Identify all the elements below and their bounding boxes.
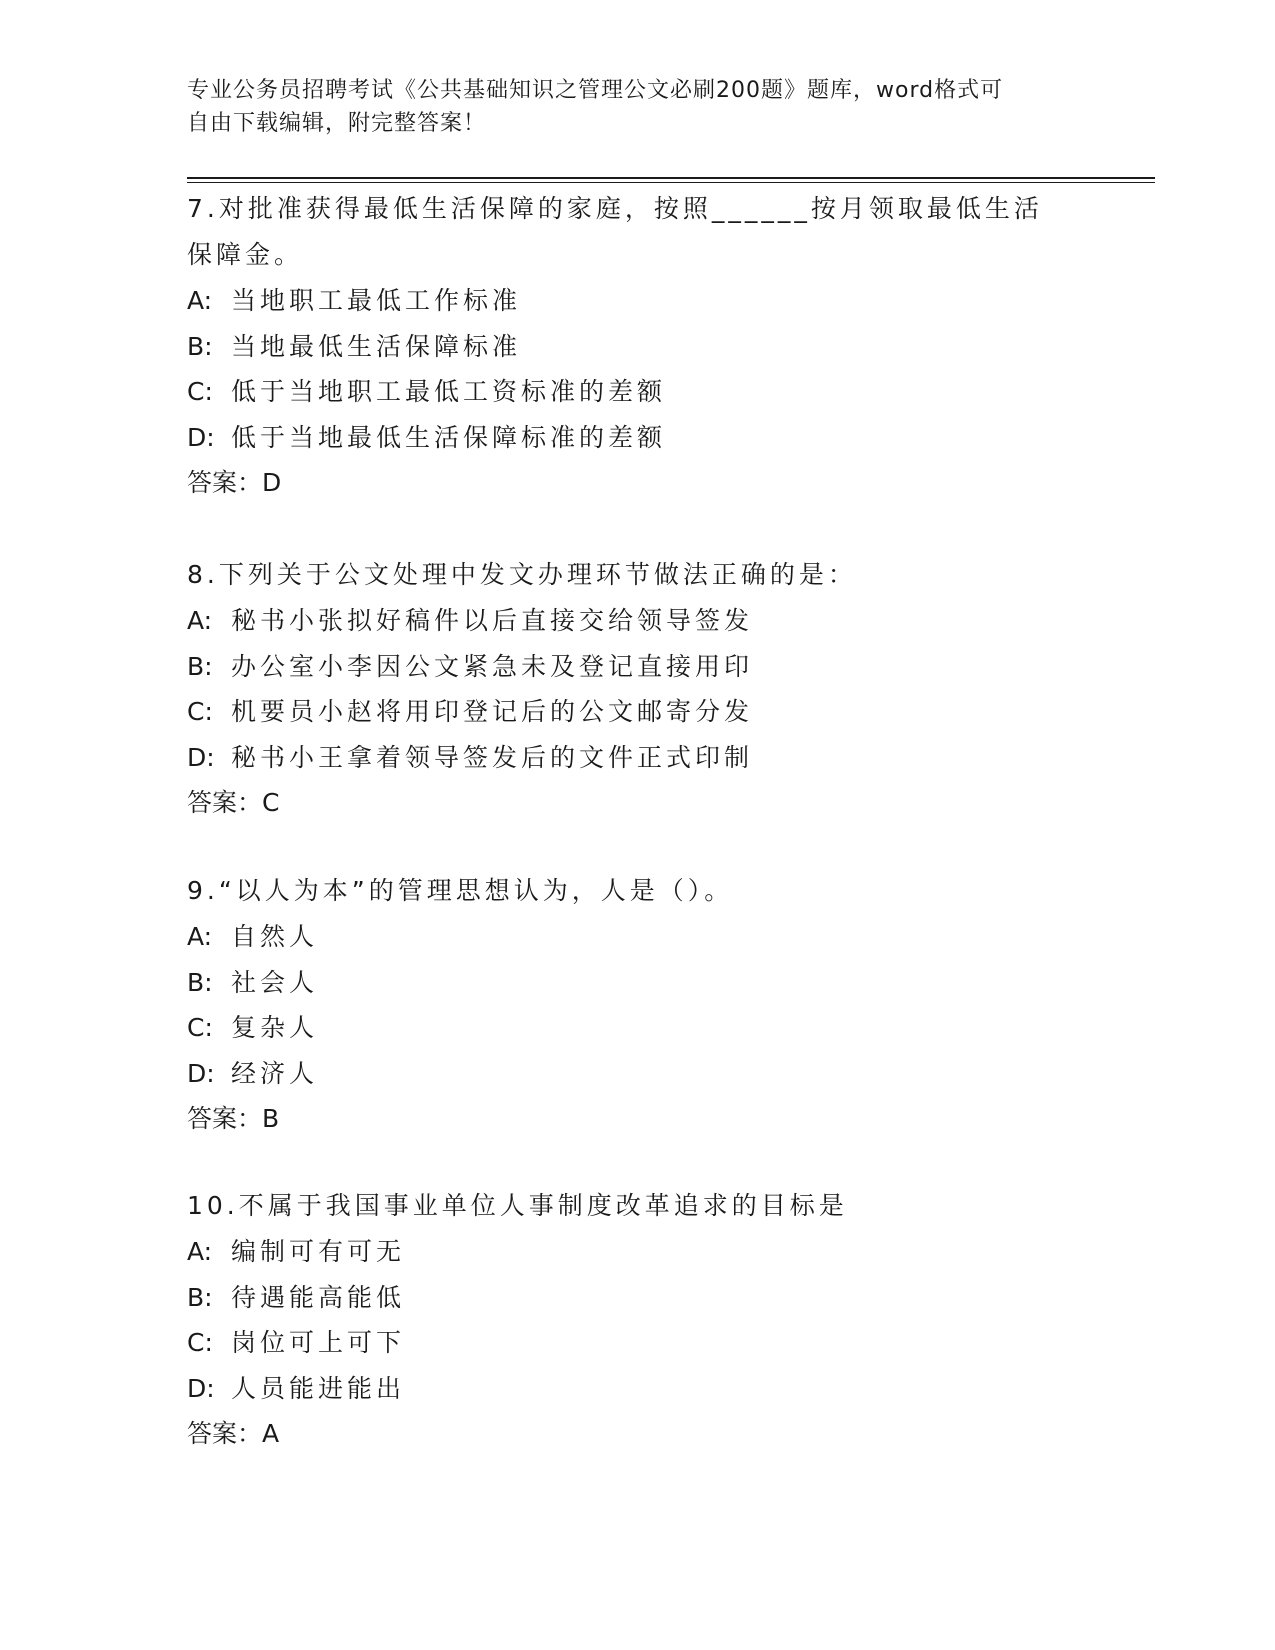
option-text: 经济人 [231,1058,319,1088]
question-stem: 7.对批准获得最低生活保障的家庭，按照______按月领取最低生活保障金。 [187,194,1043,269]
option-a [187,1229,1067,1275]
answer: 答案：B [187,1104,280,1133]
option-letter: D: [187,1058,215,1088]
option-text: 社会人 [231,967,319,997]
option-letter: A: [187,922,213,951]
option-text: 秘书小王拿着领导签发后的文件正式印制 [231,742,754,772]
option-letter: C: [187,377,213,406]
option-d [187,415,1067,461]
option-letter: D: [187,1373,215,1403]
option-letter: A: [187,286,213,315]
header-divider-thick [187,177,1155,179]
answer: 答案：C [187,788,280,817]
option-text: 机要员小赵将用印登记后的公文邮寄分发 [231,697,754,726]
option-text: 低于当地职工最低工资标准的差额 [231,377,667,406]
option-text: 编制可有可无 [231,1237,406,1266]
answer: 答案：D [187,468,282,497]
option-b [187,324,1067,370]
option-d [187,1366,1067,1412]
option-text: 秘书小张拟好稿件以后直接交给领导签发 [231,606,754,635]
question-8 [187,552,1067,825]
option-c [187,689,1067,735]
option-letter: D: [187,422,215,452]
question-stem: 9.“以人为本”的管理思想认为，人是（）。 [187,876,734,905]
page-header [187,74,1087,140]
option-d [187,1051,1067,1097]
header-divider-thin [187,182,1155,183]
option-b [187,644,1067,690]
option-c [187,369,1067,415]
option-b [187,960,1067,1006]
header-line-1: 专业公务员招聘考试《公共基础知识之管理公文必刷200题》题库，word格式可 [187,78,1004,103]
option-text: 低于当地最低生活保障标准的差额 [231,422,667,452]
option-text: 复杂人 [231,1013,319,1042]
option-a [187,914,1067,960]
option-c [187,1005,1067,1051]
option-text: 自然人 [231,922,319,951]
option-letter: B: [187,651,213,681]
option-letter: B: [187,1282,213,1312]
option-text: 办公室小李因公文紧急未及登记直接用印 [231,651,754,681]
option-letter: C: [187,1328,213,1357]
question-7 [187,186,1067,505]
option-text: 当地最低生活保障标准 [231,331,522,361]
option-c [187,1320,1067,1366]
option-b [187,1275,1067,1321]
option-d [187,735,1067,781]
answer: 答案：A [187,1419,280,1448]
option-text: 待遇能高能低 [231,1282,406,1312]
option-letter: B: [187,331,213,361]
question-10 [187,1183,1067,1456]
option-a [187,278,1067,324]
option-text: 人员能进能出 [231,1373,406,1403]
option-letter: B: [187,967,213,997]
option-letter: A: [187,1237,213,1266]
question-stem: 10.不属于我国事业单位人事制度改革追求的目标是 [187,1191,848,1220]
option-letter: C: [187,697,213,726]
option-text: 岗位可上可下 [231,1328,406,1357]
header-line-2: 自由下载编辑，附完整答案！ [187,111,487,136]
option-letter: C: [187,1013,213,1042]
option-text: 当地职工最低工作标准 [231,286,522,315]
option-a [187,598,1067,644]
question-9 [187,868,1067,1141]
option-letter: D: [187,742,215,772]
option-letter: A: [187,606,213,635]
question-stem: 8.下列关于公文处理中发文办理环节做法正确的是： [187,560,857,589]
